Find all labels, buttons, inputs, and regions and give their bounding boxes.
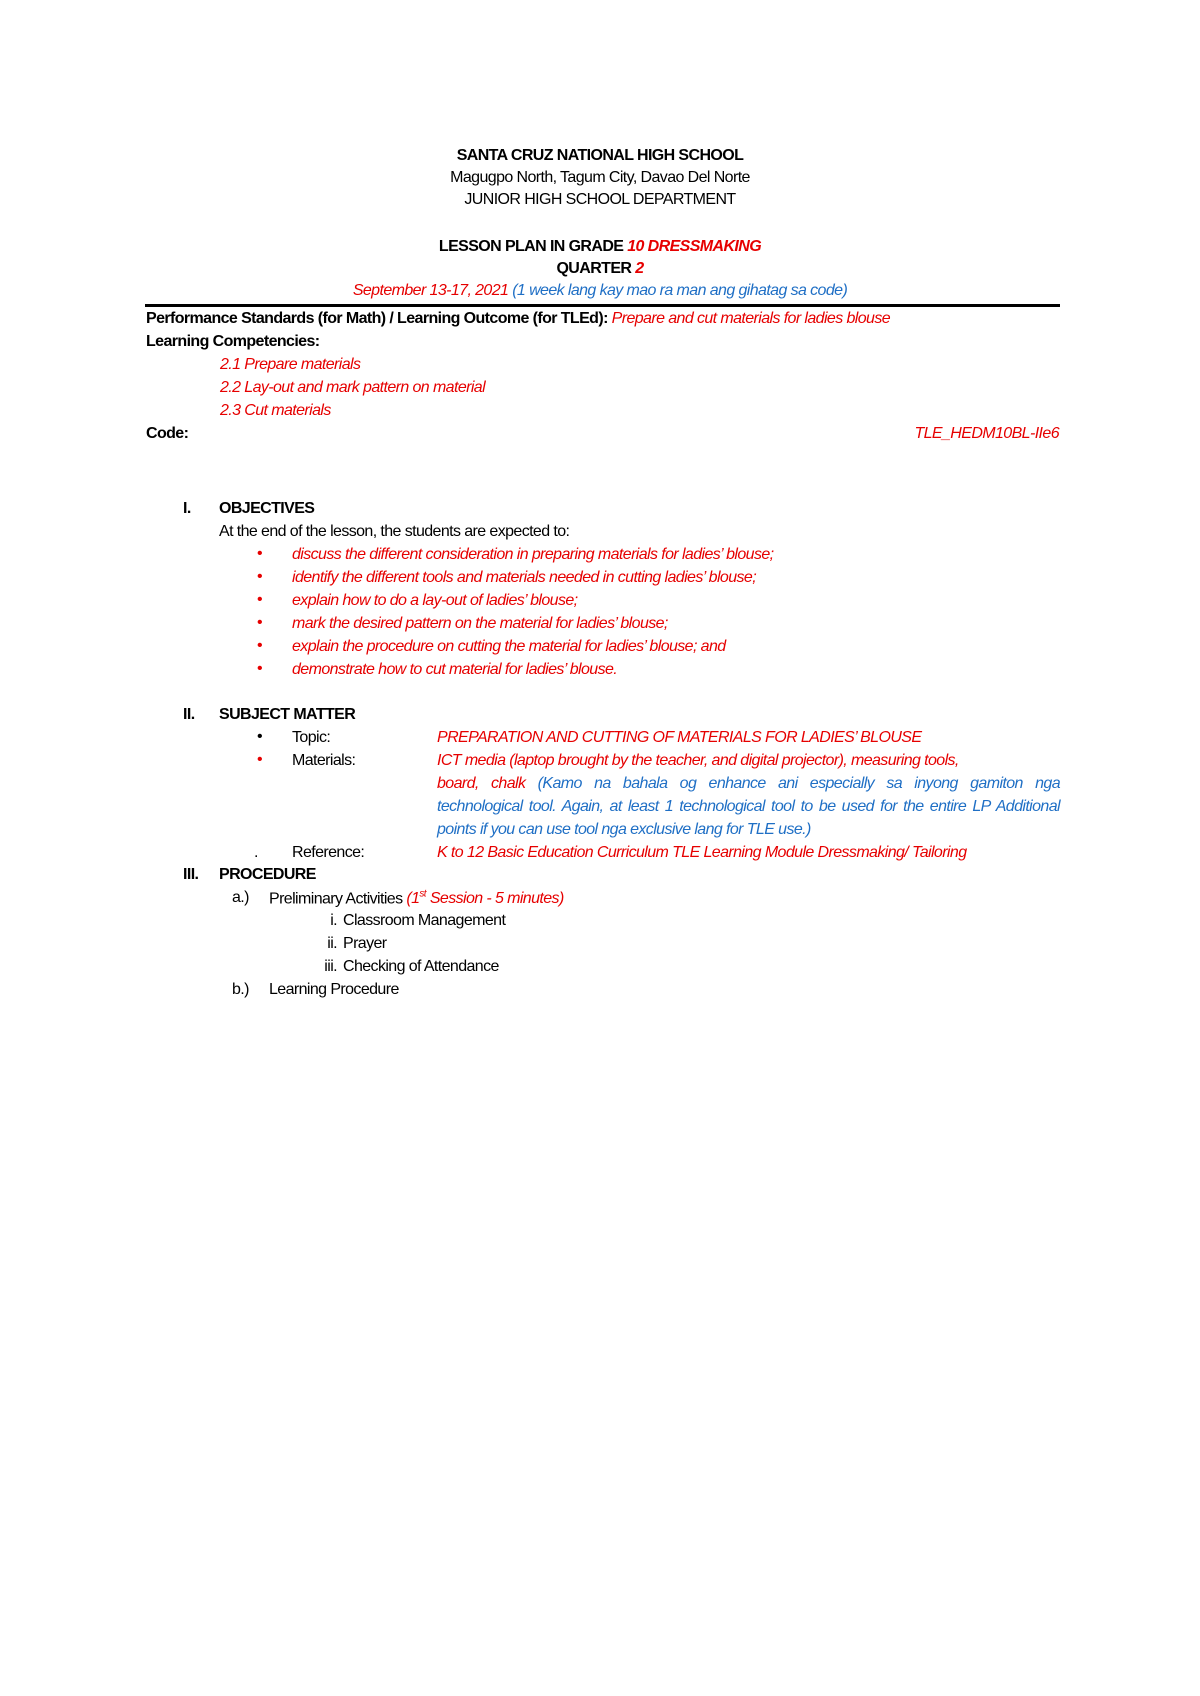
preliminary-activities-label: Preliminary Activities bbox=[269, 890, 407, 908]
objectives-intro: At the end of the lesson, the students are expected to: bbox=[219, 523, 570, 540]
school-name: SANTA CRUZ NATIONAL HIGH SCHOOL bbox=[456, 147, 744, 164]
objective-item: explain the procedure on cutting the material for ladies’ blouse; and bbox=[292, 638, 726, 655]
objectives-heading: OBJECTIVES bbox=[219, 500, 315, 517]
performance-standards bbox=[146, 310, 890, 328]
lesson-plan-prefix: LESSON PLAN IN GRADE bbox=[438, 238, 628, 255]
department-name: JUNIOR HIGH SCHOOL DEPARTMENT bbox=[464, 191, 736, 208]
subject-matter-numeral: II. bbox=[183, 706, 195, 723]
objective-item: discuss the different consideration in preparing materials for ladies’ blouse; bbox=[292, 546, 774, 563]
reference-value: K to 12 Basic Education Curriculum TLE Learning Module Dressmaking/ Tailoring bbox=[437, 844, 967, 861]
procedure-numeral: III. bbox=[183, 866, 199, 883]
session-note-pre: (1 bbox=[406, 890, 420, 908]
reference-label: Reference: bbox=[292, 844, 365, 861]
sub-item-label: Prayer bbox=[343, 935, 387, 952]
procedure-b-marker: b.) bbox=[232, 981, 249, 998]
competency-item: 2.2 Lay-out and mark pattern on material bbox=[220, 379, 486, 396]
bullet-icon: • bbox=[257, 614, 263, 631]
materials-label: Materials: bbox=[292, 752, 356, 769]
procedure-a-marker: a.) bbox=[232, 889, 249, 906]
bullet-icon: • bbox=[257, 660, 263, 677]
quarter-line bbox=[0, 260, 1200, 278]
competency-item: 2.3 Cut materials bbox=[220, 402, 331, 419]
topic-label: Topic: bbox=[292, 729, 331, 746]
performance-standards-value: Prepare and cut materials for ladies blouse bbox=[611, 310, 891, 327]
sub-item-label: Classroom Management bbox=[343, 912, 506, 929]
session-note bbox=[406, 890, 563, 907]
session-note-sup: st bbox=[419, 889, 426, 900]
bullet-icon: • bbox=[257, 637, 263, 654]
learning-procedure-label: Learning Procedure bbox=[269, 981, 399, 998]
materials-line: points if you can use tool nga exclusive lang for TLE use.) bbox=[437, 821, 811, 838]
bullet-icon: • bbox=[257, 728, 263, 745]
competency-item: 2.1 Prepare materials bbox=[220, 356, 361, 373]
date-note: (1 week lang kay mao ra man ang gihatag sa code) bbox=[512, 282, 848, 299]
objective-item: mark the desired pattern on the material for ladies’ blouse; bbox=[292, 615, 668, 632]
sub-item-label: Checking of Attendance bbox=[343, 958, 499, 975]
procedure-heading: PROCEDURE bbox=[219, 866, 316, 883]
bullet-icon: • bbox=[257, 568, 263, 585]
objective-item: demonstrate how to cut material for ladies’ blouse. bbox=[292, 661, 618, 678]
materials-line2-red: board, chalk bbox=[437, 775, 538, 792]
objective-item: identify the different tools and materials needed in cutting ladies’ blouse; bbox=[292, 569, 757, 586]
subject-matter-heading: SUBJECT MATTER bbox=[219, 706, 356, 723]
topic-value: PREPARATION AND CUTTING OF MATERIALS FOR LADIES’ BLOUSE bbox=[437, 729, 922, 746]
objectives-numeral: I. bbox=[183, 500, 191, 517]
quarter-value: 2 bbox=[635, 260, 644, 277]
materials-line bbox=[437, 775, 1060, 793]
date-text: September 13-17, 2021 bbox=[352, 282, 509, 299]
school-address: Magugpo North, Tagum City, Davao Del Norte bbox=[450, 169, 750, 186]
code-label: Code: bbox=[146, 425, 189, 442]
bullet-icon: • bbox=[257, 545, 263, 562]
header-divider bbox=[145, 304, 1060, 307]
materials-line: technological tool. Again, at least 1 technological tool to be used for the entire LP Additional bbox=[437, 798, 1060, 815]
lesson-plan-title bbox=[0, 238, 1200, 256]
reference-marker: . bbox=[254, 844, 258, 861]
materials-line2-blue: (Kamo na bahala og enhance ani especially sa inyong gamiton nga bbox=[537, 775, 1061, 792]
sub-item-marker: ii. bbox=[327, 935, 337, 952]
materials-line: ICT media (laptop brought by the teacher, and digital projector), measuring tools, bbox=[437, 752, 959, 769]
learning-competencies-label: Learning Competencies: bbox=[146, 333, 320, 350]
bullet-icon: • bbox=[257, 591, 263, 608]
quarter-label: QUARTER bbox=[556, 260, 636, 277]
lesson-plan-grade: 10 DRESSMAKING bbox=[627, 238, 762, 255]
preliminary-activities bbox=[269, 889, 564, 908]
sub-item-marker: iii. bbox=[324, 958, 337, 975]
code-value: TLE_HEDM10BL-IIe6 bbox=[914, 425, 1059, 442]
bullet-icon: • bbox=[257, 751, 263, 768]
sub-item-marker: i. bbox=[330, 912, 337, 929]
session-note-post: Session - 5 minutes) bbox=[425, 890, 564, 908]
date-line bbox=[0, 282, 1200, 300]
objective-item: explain how to do a lay-out of ladies’ blouse; bbox=[292, 592, 578, 609]
performance-standards-label: Performance Standards (for Math) / Learning Outcome (for TLEd): bbox=[146, 310, 608, 327]
